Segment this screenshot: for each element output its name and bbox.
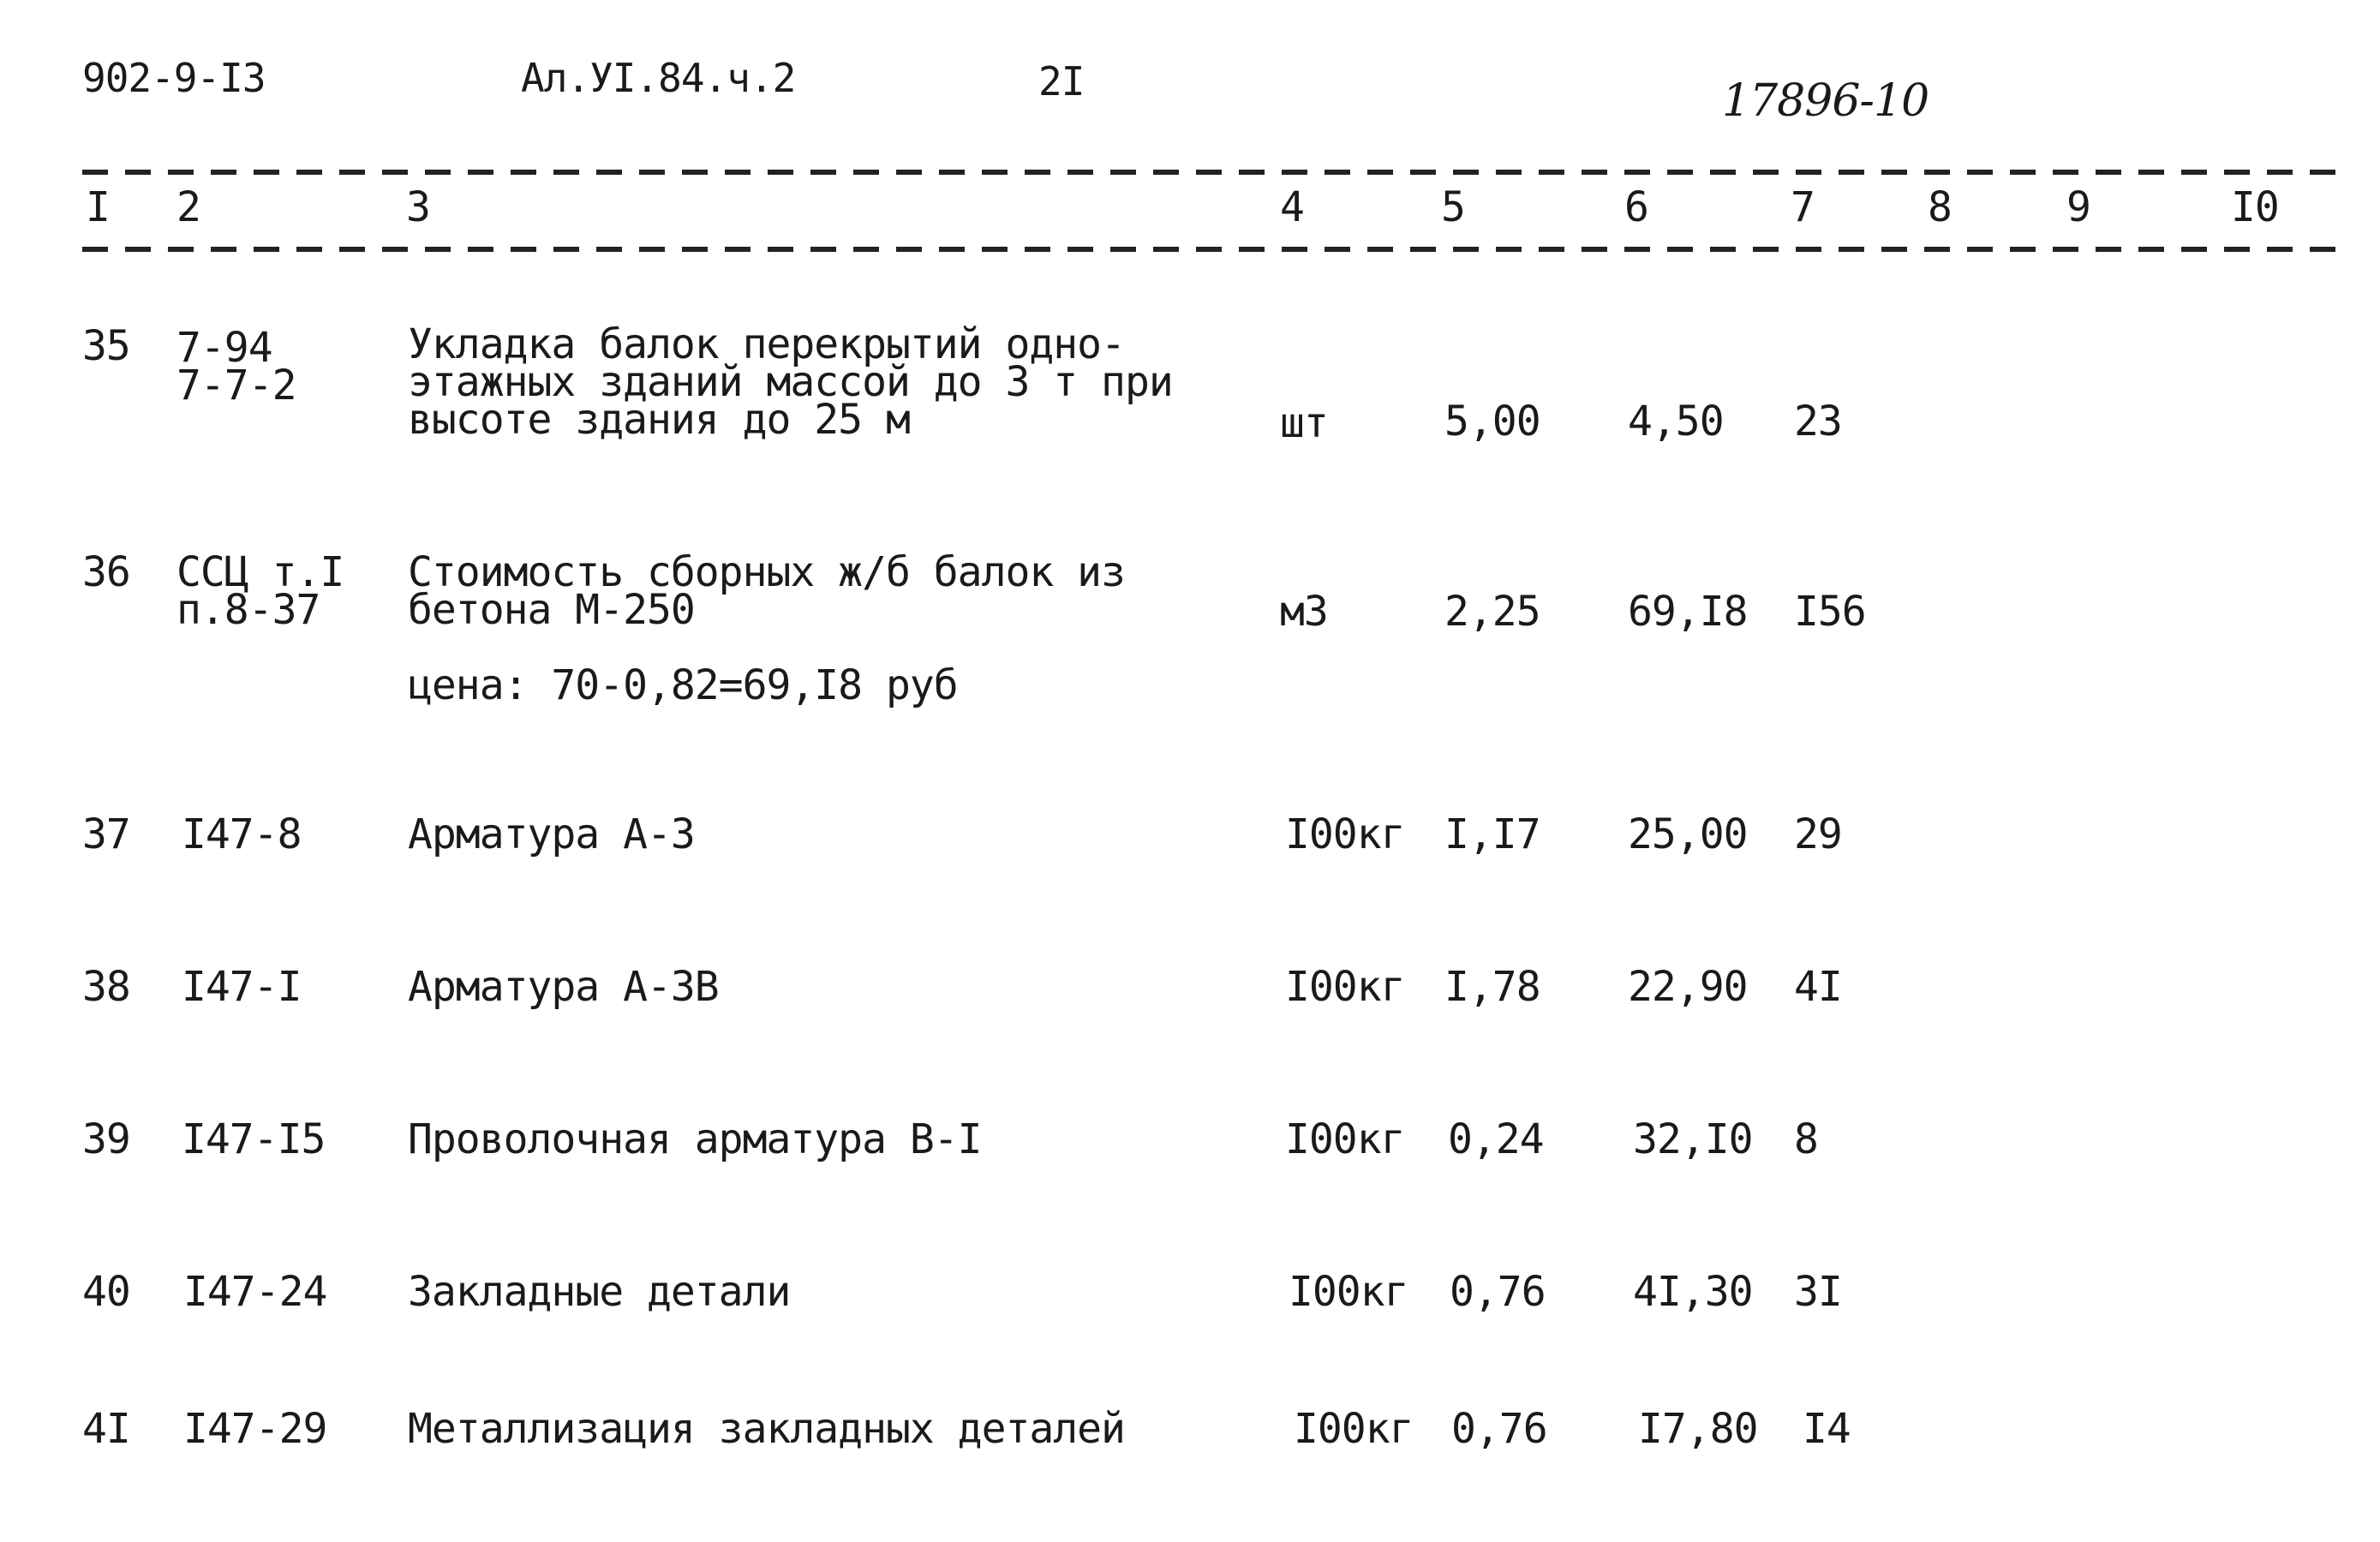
row-number: 40	[82, 1268, 130, 1316]
row-quantity: I,78	[1444, 963, 1540, 1011]
row-code-line: I47-8	[182, 810, 302, 858]
row-unit-price: 69,I8	[1628, 588, 1748, 636]
row-code-line: I47-29	[183, 1405, 327, 1453]
row-total: I4	[1803, 1405, 1851, 1453]
row-description-line: бетона М-250	[408, 586, 695, 634]
row-number: 35	[82, 322, 130, 370]
row-quantity: 2,25	[1444, 588, 1540, 636]
row-description-line: Проволочная арматура В-I	[408, 1115, 982, 1163]
row-unit: I00кг	[1294, 1405, 1414, 1453]
row-description-line: высоте здания до 25 м	[408, 396, 910, 444]
row-total: 29	[1794, 810, 1842, 858]
row-number: 4I	[82, 1405, 130, 1453]
row-quantity: I,I7	[1444, 810, 1540, 858]
row-total: 23	[1794, 397, 1842, 445]
row-description-line: Закладные детали	[408, 1268, 791, 1316]
project-code: 902-9-I3	[82, 55, 266, 101]
row-quantity: 0,76	[1451, 1405, 1547, 1453]
column-header-1: I	[86, 183, 110, 231]
row-total: I56	[1794, 588, 1866, 636]
row-unit: I00кг	[1289, 1268, 1408, 1316]
row-code-line: I47-I5	[182, 1115, 326, 1163]
row-number: 38	[82, 963, 130, 1011]
column-header-7: 7	[1791, 183, 1815, 231]
row-price-note: цена: 70-0,82=69,I8 руб	[408, 661, 958, 709]
row-description-line: Стоимость сборных ж/б балок из	[408, 548, 1125, 596]
column-header-4: 4	[1280, 183, 1304, 231]
row-unit: I00кг	[1285, 1115, 1405, 1163]
row-description-line: этажных зданий массой до 3 т при	[408, 358, 1173, 406]
row-quantity: 5,00	[1444, 397, 1540, 445]
row-code-line: ССЦ т.I	[176, 548, 344, 596]
row-unit-price: 4,50	[1628, 397, 1724, 445]
row-unit-price: 32,I0	[1633, 1115, 1753, 1163]
row-code-line: I47-I	[182, 963, 302, 1011]
column-header-9: 9	[2066, 183, 2090, 231]
inventory-stamp: 17896-10	[1722, 75, 1929, 127]
row-number: 37	[82, 810, 130, 858]
row-quantity: 0,24	[1448, 1115, 1544, 1163]
row-code-line: 7-94	[176, 324, 272, 372]
column-header-5: 5	[1441, 183, 1465, 231]
row-quantity: 0,76	[1450, 1268, 1546, 1316]
row-number: 36	[82, 548, 130, 596]
row-total: 3I	[1794, 1268, 1842, 1316]
row-unit-price: I7,80	[1638, 1405, 1758, 1453]
row-code-line: I47-24	[183, 1268, 327, 1316]
column-header-8: 8	[1928, 183, 1952, 231]
row-total: 4I	[1794, 963, 1842, 1011]
row-code-line: 7-7-2	[176, 362, 296, 409]
row-total: 8	[1794, 1115, 1818, 1163]
row-unit-price: 4I,30	[1633, 1268, 1753, 1316]
row-code-line: п.8-37	[176, 586, 320, 634]
top-dashed-rule	[82, 170, 2335, 175]
row-unit-price: 25,00	[1628, 810, 1748, 858]
page-number: 2I	[1038, 58, 1085, 105]
row-number: 39	[82, 1115, 130, 1163]
row-unit: I00кг	[1285, 963, 1405, 1011]
row-description-line: Укладка балок перекрытий одно-	[408, 320, 1125, 368]
album-reference: Ал.УI.84.ч.2	[521, 55, 796, 101]
column-header-10: I0	[2231, 183, 2279, 231]
column-header-2: 2	[176, 183, 200, 231]
row-description-line: Металлизация закладных деталей	[408, 1405, 1125, 1453]
column-header-6: 6	[1624, 183, 1648, 231]
row-unit: I00кг	[1285, 810, 1405, 858]
row-description-line: Арматура А-3	[408, 810, 695, 858]
bottom-dashed-rule	[82, 247, 2335, 252]
row-unit: м3	[1280, 588, 1328, 636]
row-description-line: Арматура А-3В	[408, 963, 719, 1011]
column-header-3: 3	[406, 183, 430, 231]
row-unit-price: 22,90	[1628, 963, 1748, 1011]
row-unit: шт	[1280, 399, 1328, 447]
